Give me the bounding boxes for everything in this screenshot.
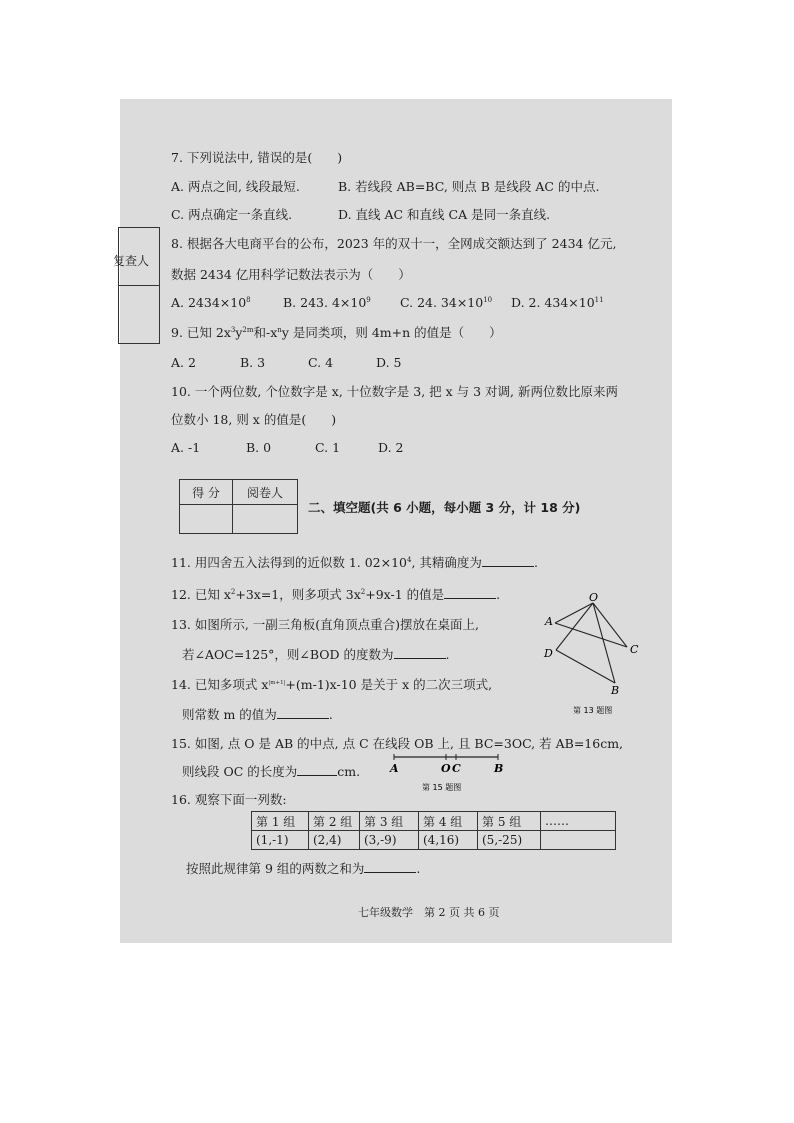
score-cell xyxy=(180,505,233,534)
fig13-line-db xyxy=(556,650,615,683)
q16-value-row xyxy=(252,831,616,850)
score-box xyxy=(179,479,298,534)
q7-option-b: B. 若线段 AB=BC, 则点 B 是线段 AC 的中点. xyxy=(338,179,600,194)
exam-page xyxy=(113,99,672,943)
fig15-caption: 第 15 题图 xyxy=(422,783,462,792)
figure-15 xyxy=(386,749,506,795)
q9-option-d: D. 5 xyxy=(376,355,402,370)
q16-header-row xyxy=(252,812,616,831)
q8-option-d: D. 2. $434\times 10^{11}$ xyxy=(511,295,604,310)
q10-option-a: A. -1 xyxy=(171,440,201,455)
q8-line2: 数据 2434 亿用科学记数法表示为（ ） xyxy=(171,267,411,282)
q16-value-cell: (1,-1) xyxy=(252,831,309,850)
q9-option-a: A. 2 xyxy=(171,355,196,370)
q11: 11. 用四舍五入法得到的近似数 1. $02\times 10^4$, 其精确度为 . xyxy=(171,555,538,570)
q10-line1: 10. 一个两位数, 个位数字是 x, 十位数字是 3, 把 x 与 3 对调, 新两位数比原来两 xyxy=(171,384,618,399)
q16-answer-blank[interactable] xyxy=(364,861,416,873)
q14-answer-blank[interactable] xyxy=(277,707,329,719)
q10-line2: 位数小 18, 则 x 的值是( ) xyxy=(171,412,337,427)
q16-value-cell: (2,4) xyxy=(309,831,360,850)
q9-stem: 9. 已知 $2x^3y^{2m}$和$-x^ny$ 是同类项，则 4m+n 的值是（ ） xyxy=(171,325,502,340)
fig13-label-b: B xyxy=(611,684,620,697)
q13-answer-blank[interactable] xyxy=(394,647,446,659)
q10-option-c: C. 1 xyxy=(315,440,341,455)
q8-option-b: B. 243. $4\times 10^9$ xyxy=(283,295,371,310)
side-reviewer-label: 复查人 xyxy=(113,254,150,268)
fig15-label-a: A xyxy=(390,762,399,775)
q16-header-cell: 第 5 组 xyxy=(478,812,541,831)
fig13-line-oa xyxy=(555,603,593,623)
q7-option-c: C. 两点确定一条直线. xyxy=(171,207,293,222)
q16-header-cell: 第 1 组 xyxy=(252,812,309,831)
q16-stem: 16. 观察下面一列数: xyxy=(171,792,287,807)
q10-option-d: D. 2 xyxy=(378,440,404,455)
q15-answer-blank[interactable] xyxy=(297,764,337,776)
q16-table xyxy=(251,811,616,850)
q12-answer-blank[interactable] xyxy=(444,587,496,599)
q10-option-b: B. 0 xyxy=(246,440,272,455)
q13-line1: 13. 如图所示, 一副三角板(直角顶点重合)摆放在桌面上, xyxy=(171,617,480,632)
q11-answer-blank[interactable] xyxy=(482,555,534,567)
q14-line2: 则常数 m 的值为 . xyxy=(182,707,333,722)
q14-line1: 14. 已知多项式 $x^{|m+1|}+(m-1)x-10$ 是关于 x 的二次三项式, xyxy=(171,677,493,692)
q8-option-a: A. $2434\times 10^8$ xyxy=(171,295,251,310)
fig13-line-oc xyxy=(593,603,627,647)
fig15-label-c: C xyxy=(452,762,461,775)
q16-header-cell: …… xyxy=(541,812,616,831)
q8-option-c: C. 24. $34\times 10^{10}$ xyxy=(400,295,493,310)
q15-line1: 15. 如图, 点 O 是 AB 的中点, 点 C 在线段 OB 上, 且 BC=3OC, 若 AB=16cm, xyxy=(171,736,624,751)
reviewer-cell xyxy=(233,505,298,534)
q16-header-cell: 第 3 组 xyxy=(360,812,419,831)
fig13-label-o: O xyxy=(589,591,599,604)
q16-header-cell: 第 2 组 xyxy=(309,812,360,831)
q7-option-a: A. 两点之间, 线段最短. xyxy=(171,179,300,194)
q9-option-b: B. 3 xyxy=(240,355,266,370)
q16-value-cell xyxy=(541,831,616,850)
reviewer-label: 阅卷人 xyxy=(233,480,298,505)
q9-option-c: C. 4 xyxy=(308,355,334,370)
q16-question: 按照此规律第 9 组的两数之和为 . xyxy=(186,861,421,876)
q16-header-cell: 第 4 组 xyxy=(419,812,478,831)
figure-13 xyxy=(538,591,648,721)
fig13-label-d: D xyxy=(544,647,553,660)
fig13-line-od xyxy=(556,603,593,650)
q16-value-cell: (4,16) xyxy=(419,831,478,850)
q16-value-cell: (5,-25) xyxy=(478,831,541,850)
q15-line2: 则线段 OC 的长度为 cm. xyxy=(182,764,361,779)
fig13-line-ac xyxy=(555,623,627,647)
q13-line2: 若∠AOC=125°，则∠BOD 的度数为 . xyxy=(182,647,450,662)
fig15-label-b: B xyxy=(494,762,504,775)
q16-value-cell: (3,-9) xyxy=(360,831,419,850)
section2-title: 二、填空题(共 6 小题，每小题 3 分，计 18 分) xyxy=(308,500,581,515)
q8-line1: 8. 根据各大电商平台的公布，2023 年的双十一，全网成交额达到了 2434 亿元, xyxy=(171,236,617,251)
q7-option-d: D. 直线 AC 和直线 CA 是同一条直线. xyxy=(338,207,551,222)
fig15-label-o: O xyxy=(441,762,451,775)
page-footer: 七年级数学 第 2 页 共 6 页 xyxy=(358,906,500,919)
q7-stem: 7. 下列说法中, 错误的是( ) xyxy=(171,150,343,165)
side-reviewer-box xyxy=(113,227,160,344)
score-label: 得 分 xyxy=(180,480,233,505)
fig13-line-ob xyxy=(593,603,615,683)
fig13-caption: 第 13 题图 xyxy=(573,706,613,715)
fig13-label-c: C xyxy=(630,643,639,656)
fig13-label-a: A xyxy=(545,615,553,628)
q12: 12. 已知 $x^2+3x=1$，则多项式 $3x^2+9x-1$ 的值是 . xyxy=(171,587,501,602)
